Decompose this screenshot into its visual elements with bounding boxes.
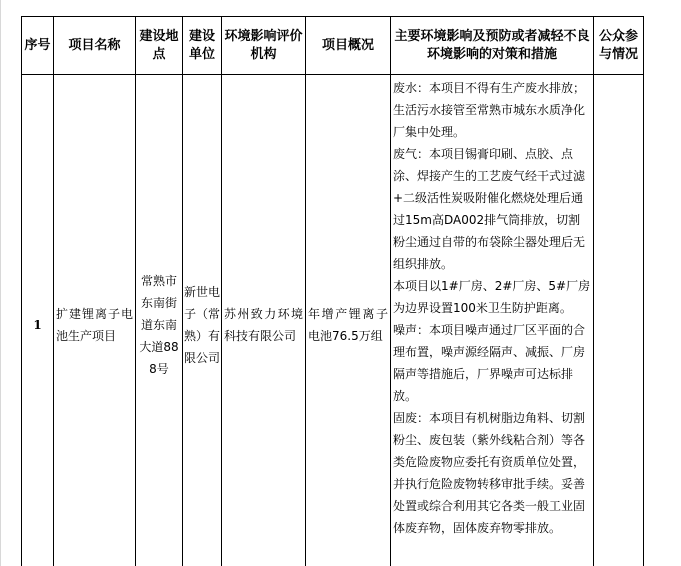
eia-approval-table [21,16,644,566]
measure-noise: 噪声：本项目噪声通过厂区平面的合理布置，噪声源经隔声、减振、厂房隔声等措施后，厂界噪声可达标排放。 [393,323,586,403]
row-measures [391,75,594,566]
row-participation [594,75,644,566]
measure-waste-gas: 废气：本项目锡膏印刷、点胶、点涂、焊接产生的工艺废气经干式过滤+二级活性炭吸附催化燃烧处理后通过15m高DA002排气筒排放，切割粉尘通过自带的布袋除尘器处理后无组织排放。 [393,147,586,271]
header-location: 建设地点 [136,17,183,75]
header-index: 序号 [22,17,54,75]
row-index: 1 [22,75,54,566]
row-builder: 新世电子（常熟）有限公司 [183,75,222,566]
header-project-name: 项目名称 [54,17,136,75]
measure-protection-distance: 本项目以1#厂房、2#厂房、5#厂房为边界设置100米卫生防护距离。 [393,279,591,315]
header-participation: 公众参与情况 [594,17,644,75]
left-divider [0,0,1,566]
row-summary: 年增产锂离子电池76.5万组 [306,75,391,566]
header-eia-agency: 环境影响评价机构 [222,17,306,75]
row-project-name: 扩建锂离子电池生产项目 [54,75,136,566]
measure-wastewater: 废水：本项目不得有生产废水排放；生活污水接管至常熟市城东水质净化厂集中处理。 [393,81,586,139]
header-summary: 项目概况 [306,17,391,75]
row-location: 常熟市东南街道东南大道888号 [136,75,183,566]
table-row [22,75,644,566]
header-measures: 主要环境影响及预防或者减轻不良环境影响的对策和措施 [391,17,594,75]
header-builder: 建设单位 [183,17,222,75]
measure-solid-waste: 固废：本项目有机树脂边角料、切割粉尘、废包装（紫外线粘合剂）等各类危险废物应委托有资质单位处置，并执行危险废物转移审批手续。妥善处置或综合利用其它各类一般工业固体废弃物，固体废弃物零排放。 [393,411,586,535]
row-eia-agency: 苏州致力环境科技有限公司 [222,75,306,566]
header-row [22,17,644,75]
